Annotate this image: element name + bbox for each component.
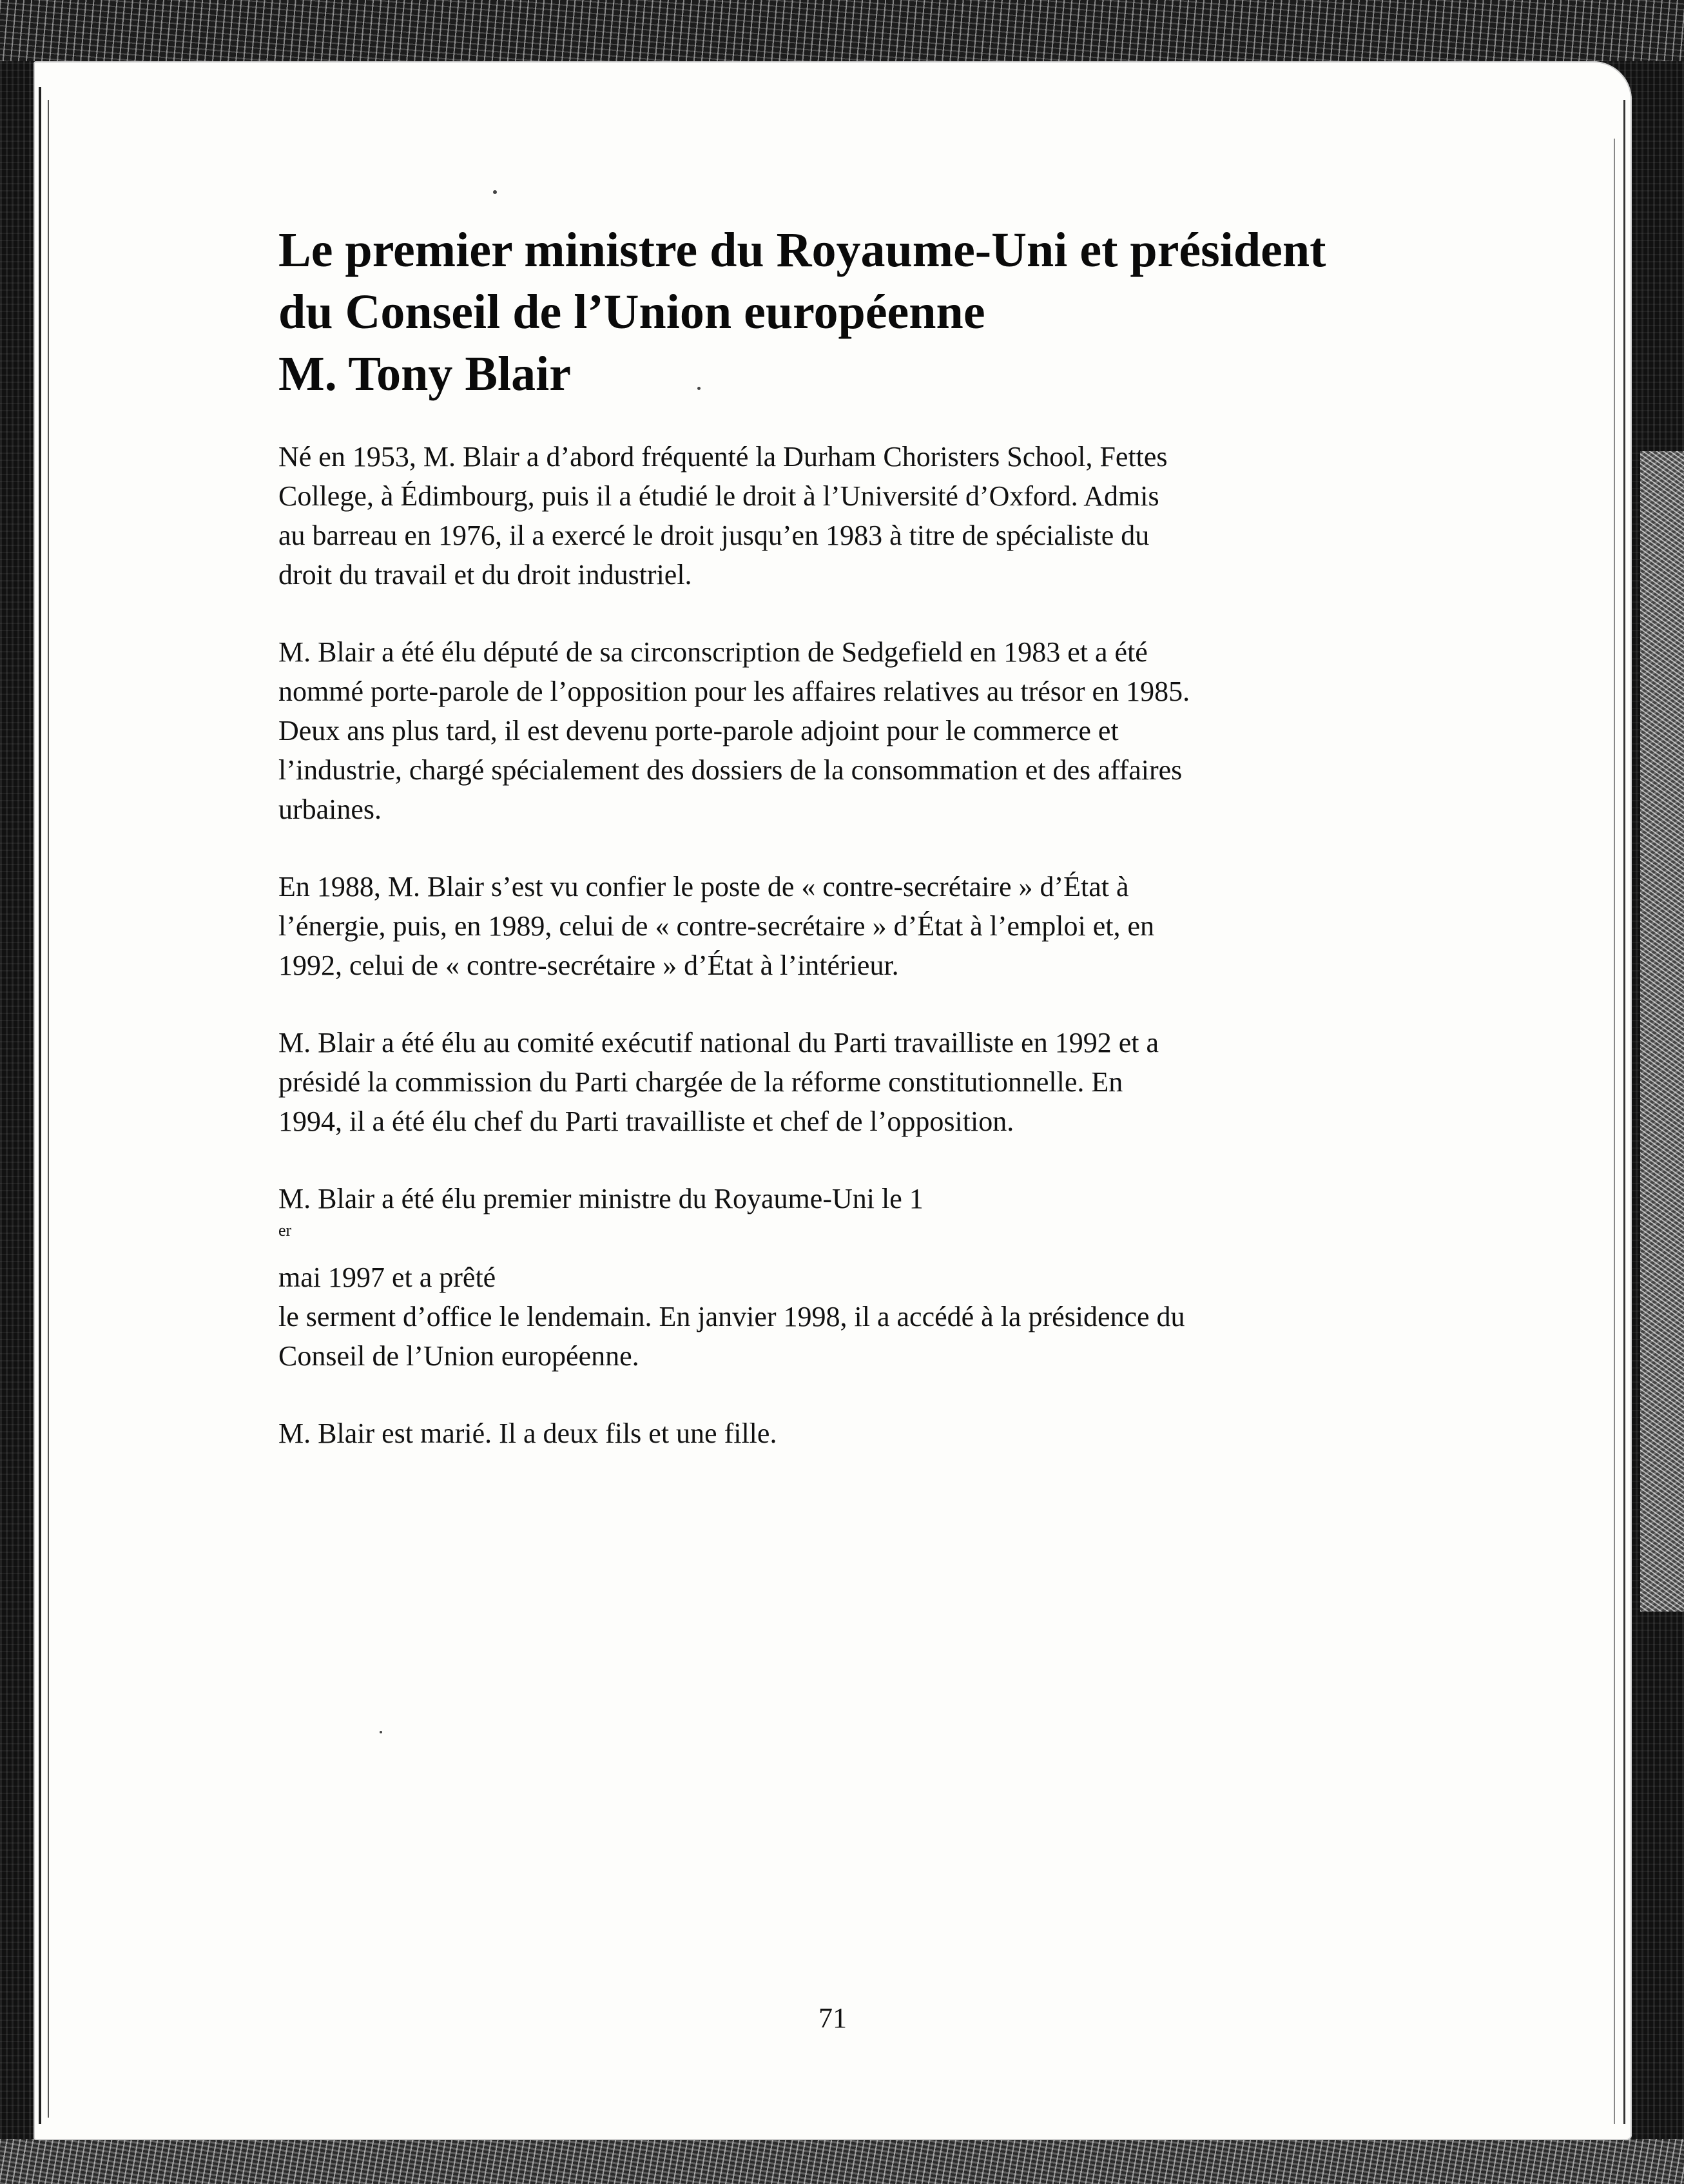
- paragraph-line: En 1988, M. Blair s’est vu confier le poste de « contre-secrétaire » d’État à: [278, 871, 1129, 902]
- paragraph-line: au barreau en 1976, il a exercé le droit jusqu’en 1983 à titre de spécialiste du: [278, 520, 1150, 551]
- page-left-edge-line-inner: [48, 100, 49, 2118]
- ordinal-superscript: er: [278, 1221, 292, 1240]
- paragraph-line: l’énergie, puis, en 1989, celui de « contre-secrétaire » d’État à l’emploi et, en: [278, 910, 1154, 942]
- paragraph-line: droit du travail et du droit industriel.: [278, 559, 692, 590]
- paragraph-shadow-posts: [278, 867, 1374, 985]
- paragraph-line: College, à Édimbourg, puis il a étudié le droit à l’Université d’Oxford. Admis: [278, 480, 1159, 512]
- paragraph-line: présidé la commission du Parti chargée de la réforme constitutionnelle. En: [278, 1066, 1123, 1098]
- title-line: du Conseil de l’Union européenne: [278, 285, 985, 339]
- page-number: 71: [818, 2002, 847, 2034]
- paragraph-line: 1992, celui de « contre-secrétaire » d’État à l’intérieur.: [278, 950, 899, 981]
- page-right-edge-line: [1623, 100, 1625, 2124]
- paragraph-party-leader: [278, 1023, 1374, 1141]
- scan-right-edge: [1640, 451, 1684, 1612]
- line-text: M. Blair a été élu premier ministre du Royaume-Uni le 1: [278, 1183, 924, 1214]
- title-line-name: M. Tony Blair: [278, 347, 571, 401]
- title-line: Le premier ministre du Royaume-Uni et président: [278, 223, 1326, 277]
- scan-speck: [380, 1731, 382, 1733]
- paragraph-line: M. Blair est marié. Il a deux fils et une fille.: [278, 1418, 777, 1449]
- paragraph-prime-minister: [278, 1179, 1374, 1376]
- paragraph-line: Né en 1953, M. Blair a d’abord fréquenté la Durham Choristers School, Fettes: [278, 441, 1168, 473]
- scan-bottom-edge: [0, 2139, 1684, 2184]
- paragraph-line: Conseil de l’Union européenne.: [278, 1340, 639, 1372]
- paragraph-deputy: [278, 632, 1374, 829]
- document-page: [34, 61, 1632, 2140]
- scan-top-edge: [0, 0, 1684, 61]
- paragraph-family: [278, 1414, 1374, 1453]
- paragraph-education: [278, 437, 1374, 594]
- paragraph-line: le serment d’office le lendemain. En janvier 1998, il a accédé à la présidence du: [278, 1301, 1185, 1332]
- page-right-edge-line-inner: [1614, 139, 1615, 2124]
- paragraph-line: urbaines.: [278, 794, 382, 825]
- page-left-edge-line: [39, 87, 41, 2124]
- paragraph-line: [278, 1179, 1374, 1297]
- paragraph-line: 1994, il a été élu chef du Parti travailliste et chef de l’opposition.: [278, 1106, 1014, 1137]
- paragraph-line: nommé porte-parole de l’opposition pour les affaires relatives au trésor en 1985.: [278, 676, 1190, 707]
- paragraph-line: M. Blair a été élu au comité exécutif national du Parti travailliste en 1992 et a: [278, 1027, 1159, 1058]
- line-text: mai 1997 et a prêté: [278, 1262, 496, 1293]
- paragraph-line: Deux ans plus tard, il est devenu porte-parole adjoint pour le commerce et: [278, 715, 1119, 746]
- paragraph-line: M. Blair a été élu député de sa circonscription de Sedgefield en 1983 et a été: [278, 636, 1148, 668]
- scan-speck: [493, 190, 497, 194]
- document-body: [278, 219, 1374, 1491]
- paragraph-line: l’industrie, chargé spécialement des dossiers de la consommation et des affaires: [278, 754, 1183, 786]
- document-title: [278, 219, 1374, 405]
